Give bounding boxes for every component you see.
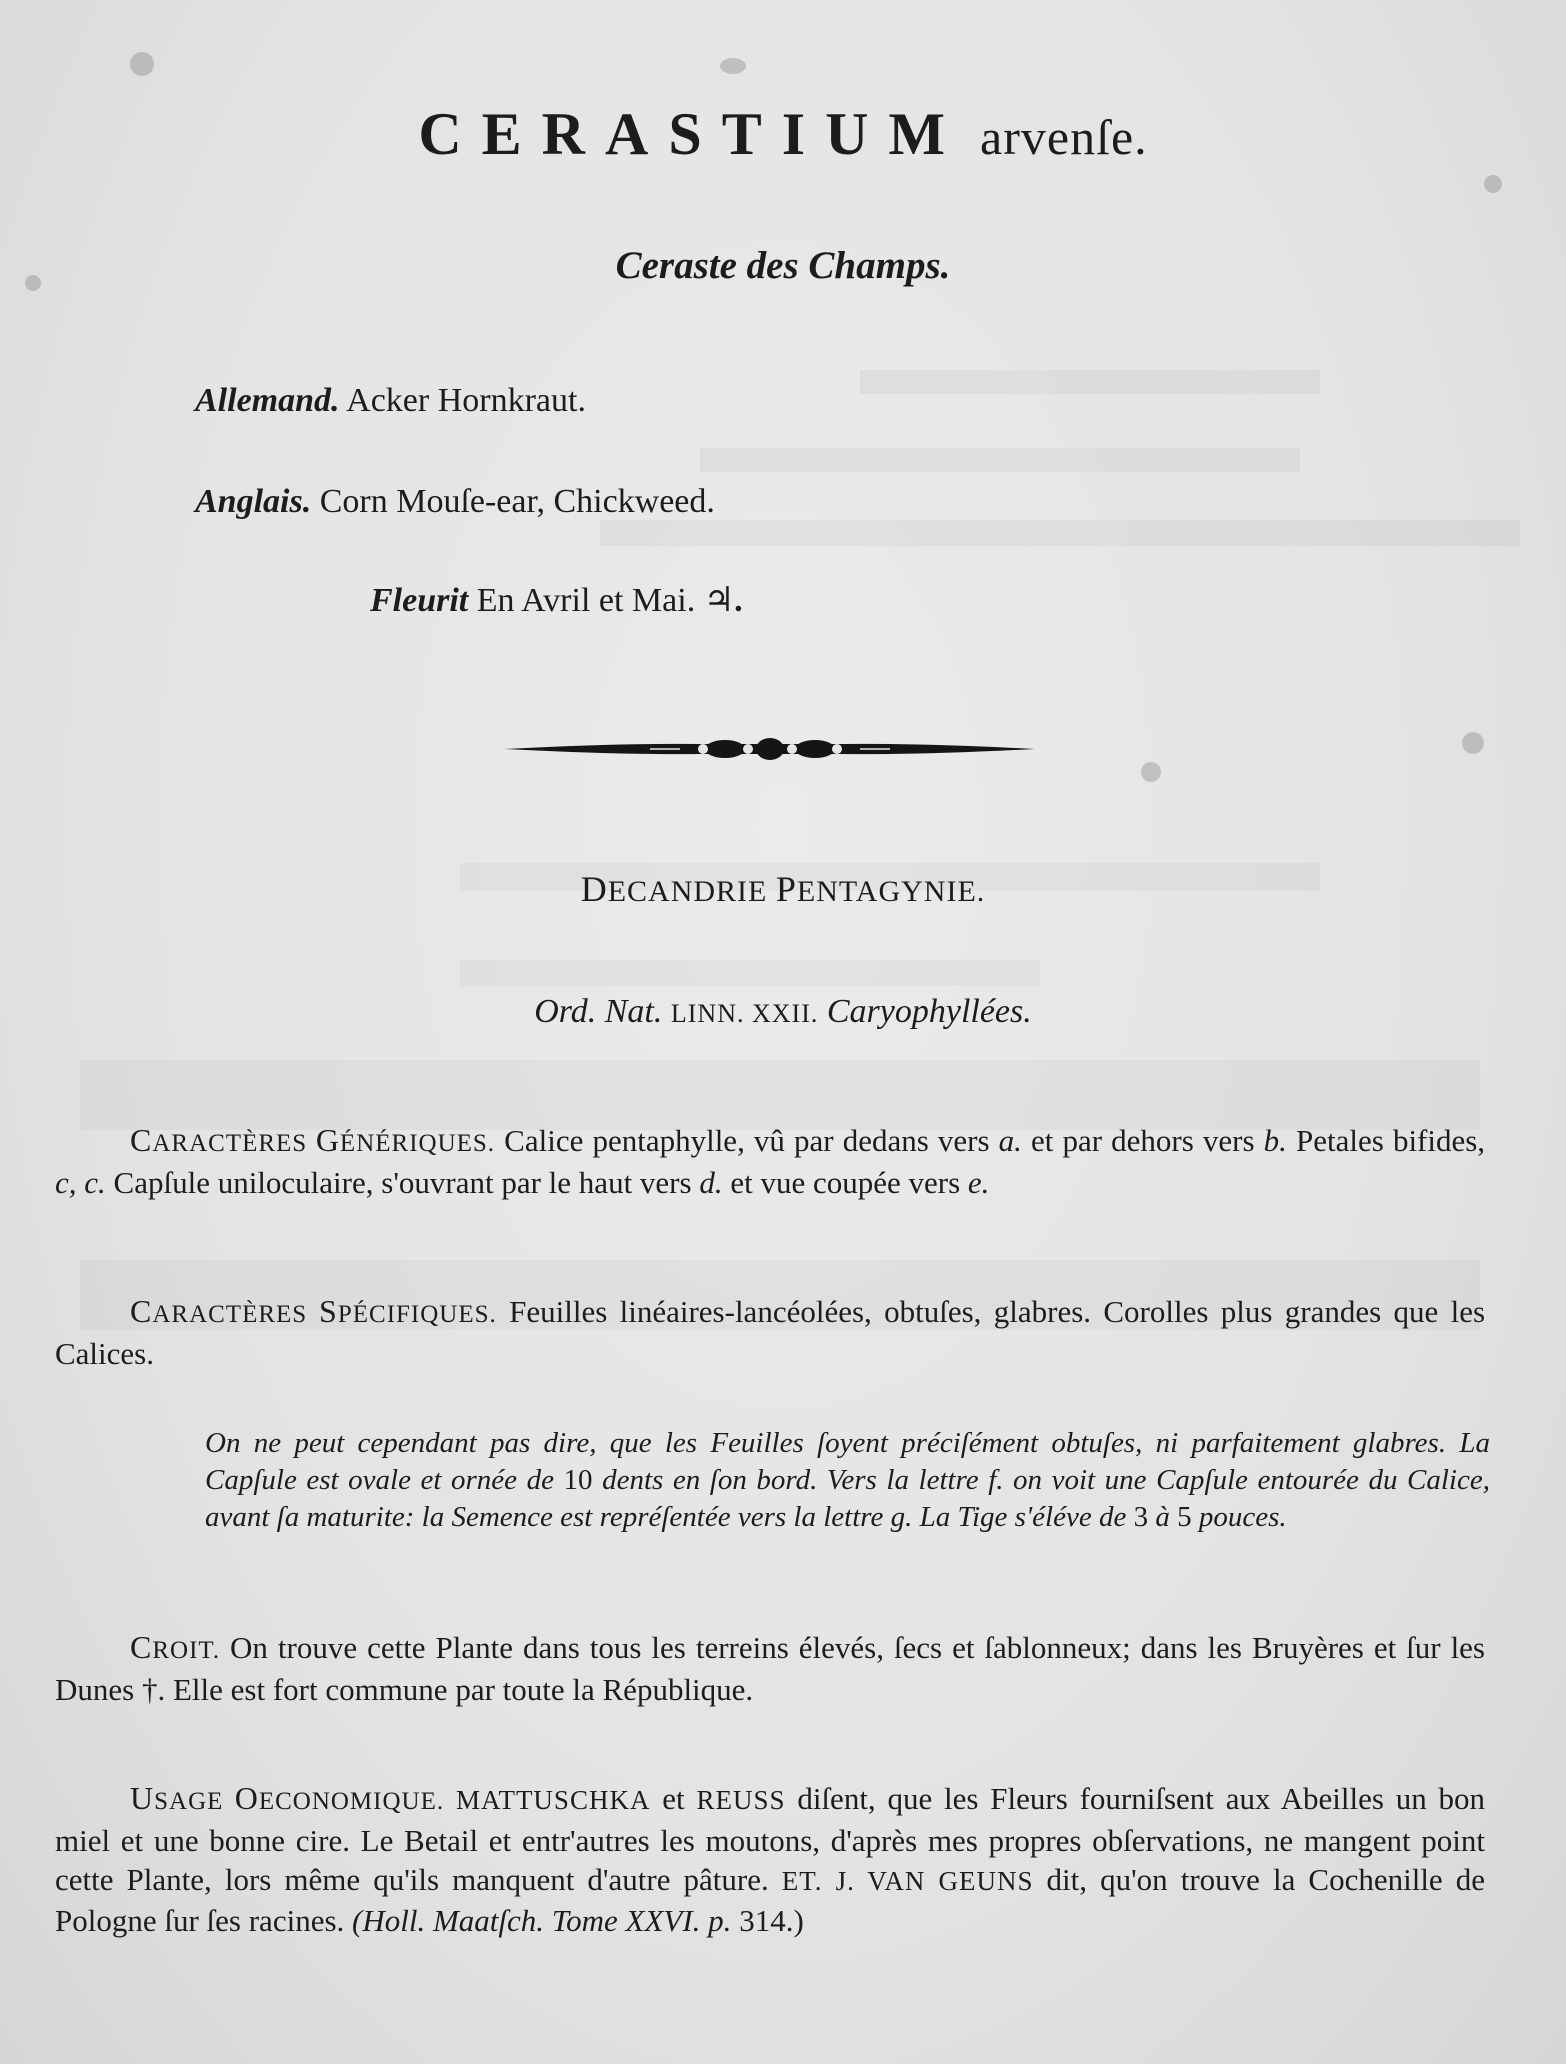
lang-text: Acker Hornkraut.	[346, 382, 586, 419]
class-cap: P	[775, 869, 797, 909]
bleed-through-ghost	[600, 520, 1520, 546]
bleed-through-ghost	[80, 1060, 1480, 1130]
label-cap: C	[130, 1122, 153, 1158]
family-name: Caryophyllées.	[826, 993, 1032, 1030]
generic-label	[130, 1122, 496, 1158]
lang-text: Corn Mouſe-ear, Chickweed.	[319, 483, 715, 520]
paper-speck	[1141, 762, 1161, 782]
label-rest: ECONOMIQUE.	[258, 1788, 445, 1815]
label-cap: U	[130, 1780, 155, 1816]
class-cap: D	[580, 869, 608, 909]
french-name: Ceraste des Champs.	[615, 244, 951, 287]
label-cap: O	[234, 1780, 259, 1816]
lang-label: Allemand.	[195, 382, 340, 419]
author-name: ET. J. VAN GEUNS	[781, 1866, 1034, 1896]
bleed-through-ghost	[700, 448, 1300, 472]
text-run: à	[1155, 1501, 1170, 1533]
text-run: On trouve cette Plante dans tous les terreins élevés, ſecs et ſablonneux; dans les Bruyères et ſur les Dunes †. Elle est fort commune par toute la République.	[55, 1630, 1486, 1707]
class-rest: ENTAGYNIE.	[796, 875, 986, 908]
text-run: Capſule uniloculaire, s'ouvrant par le haut vers	[113, 1165, 692, 1200]
lang-label: Anglais.	[195, 483, 312, 520]
letter-ref: e.	[967, 1165, 990, 1200]
linnaean-class	[0, 868, 1566, 910]
text-run: et par dehors vers	[1031, 1123, 1255, 1158]
letter-ref: d.	[699, 1165, 723, 1200]
reference: (Holl. Maatſch. Tome XXVI. p.	[352, 1903, 732, 1938]
label-rest: PÉCIFIQUES.	[337, 1301, 497, 1328]
title-species: arvenſe.	[980, 109, 1148, 165]
number: 10	[563, 1464, 593, 1496]
text-run: dit, qu'on trouve la Cochenille de Pologne ſur ſes racines.	[55, 1862, 1485, 1938]
text-run: Petales bifides,	[1296, 1123, 1486, 1158]
class-rest: ECANDRIE	[607, 875, 768, 908]
text-run: On ne peut cependant pas dire, que les Feuilles ſoyent préciſément obtuſes, ni parfaitement glabres. La Capſule est ovale et ornée de	[205, 1427, 1490, 1496]
ornamental-rule-icon	[500, 729, 1040, 769]
habitat-label	[130, 1629, 221, 1665]
paper-speck	[130, 52, 154, 76]
paper-speck	[720, 58, 746, 74]
reference-number: 314.)	[739, 1903, 804, 1938]
text-run: Feuilles linéaires-lancéolées, obtuſes, glabres. Corolles plus grandes que les Calices.	[55, 1294, 1486, 1371]
label-rest: ROIT.	[152, 1637, 221, 1664]
label-rest: ÉNÉRIQUES.	[339, 1130, 496, 1157]
label-cap: C	[130, 1293, 153, 1329]
text-run: et	[662, 1781, 685, 1816]
number: 5	[1177, 1501, 1192, 1533]
label-cap: C	[130, 1629, 153, 1665]
usage-label	[130, 1780, 445, 1816]
perennial-symbol: ♃.	[703, 582, 743, 619]
flowering-label: Fleurit	[370, 582, 469, 619]
author-name: REUSS	[696, 1785, 786, 1815]
label-cap: G	[315, 1122, 340, 1158]
specific-characters	[55, 1292, 1485, 1373]
italic-note	[205, 1425, 1490, 1536]
natural-order	[0, 993, 1566, 1031]
label-cap: S	[319, 1293, 338, 1329]
text-run: dents en ſon bord. Vers la lettre f. on voit une Capſule entourée du Calice, avant ſa maturite: la Semence est repréſentée vers la lettre g. La Tige s'éléve de	[205, 1464, 1490, 1533]
order-label: Ord. Nat.	[534, 993, 663, 1030]
title-genus: CERASTIUM	[418, 101, 966, 167]
letter-ref: b.	[1263, 1123, 1287, 1158]
flowering-text: En Avril et Mai.	[476, 582, 696, 619]
ornamental-rule	[500, 729, 1040, 769]
flowering-line	[370, 580, 743, 620]
text-run: Calice pentaphylle, vû par dedans vers	[504, 1123, 990, 1158]
text-run: et vue coupée vers	[730, 1165, 961, 1200]
letter-ref: c, c.	[55, 1165, 106, 1200]
number: 3	[1133, 1501, 1149, 1533]
text-run: diſent, que les Fleurs fourniſsent aux Abeilles un bon miel et une bonne cire. Le Betail et entr'autres les moutons, d'après mes propres obſervations, ne mangent point cette Plante, lors même qu'ils manquent d'autre pâture.	[55, 1781, 1486, 1897]
text-run: pouces.	[1198, 1501, 1287, 1533]
paper-speck	[1462, 732, 1484, 754]
specific-label	[130, 1293, 497, 1329]
linn-number: LINN. XXII.	[670, 999, 819, 1028]
habitat-paragraph	[55, 1628, 1485, 1709]
letter-ref: a.	[998, 1123, 1022, 1158]
paper-speck	[1484, 175, 1502, 193]
bleed-through-ghost	[860, 370, 1320, 394]
label-rest: ARACTÈRES	[152, 1130, 308, 1157]
name-anglais	[195, 483, 715, 521]
generic-characters	[55, 1121, 1485, 1202]
name-allemand	[195, 382, 586, 420]
label-rest: SAGE	[154, 1788, 224, 1815]
author-name: MATTUSCHKA	[455, 1785, 651, 1815]
label-rest: ARACTÈRES	[152, 1301, 308, 1328]
page-title	[0, 100, 1566, 169]
economic-use-paragraph	[55, 1779, 1485, 1940]
bleed-through-ghost	[460, 960, 1040, 986]
